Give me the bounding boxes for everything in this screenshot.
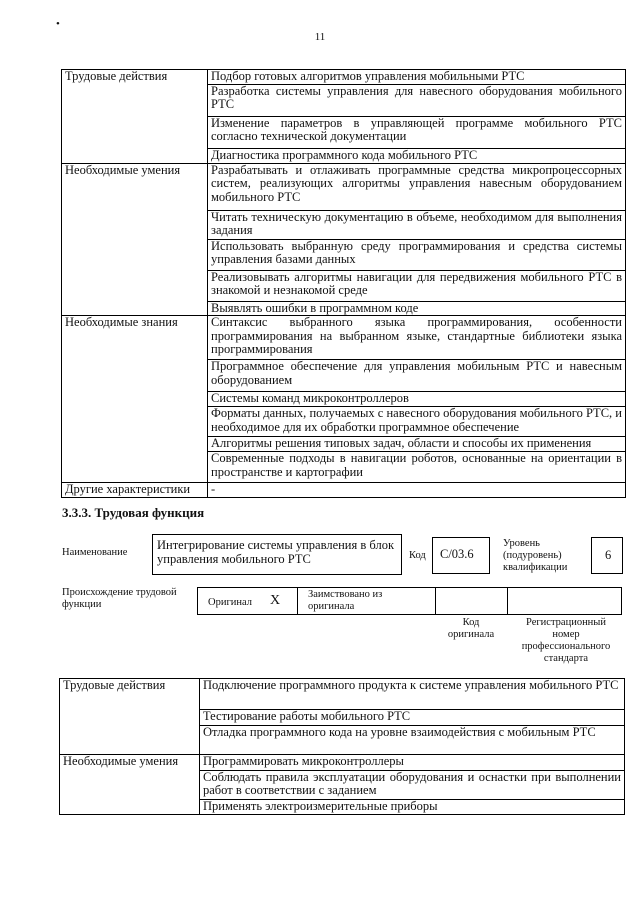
table-cell: Диагностика программного кода мобильного РТС	[208, 149, 626, 164]
group-label-labor-actions: Трудовые действия	[62, 70, 208, 164]
name-box	[152, 534, 402, 575]
table-cell: Программное обеспечение для управления мобильным РТС и навесным оборудованием	[208, 360, 626, 392]
table-cell: Современные подходы в навигации роботов, основанные на ориентации в пространстве и картографии	[208, 452, 626, 483]
table-cell: -	[208, 483, 626, 498]
table-cell: Отладка программного кода на уровне взаимодействия с мобильным РТС	[200, 726, 625, 755]
table-cell: Применять электроизмерительные приборы	[200, 800, 625, 815]
table-row	[60, 755, 625, 771]
table-cell: Читать техническую документацию в объеме, необходимом для выполнения задания	[208, 211, 626, 240]
divider	[297, 588, 298, 614]
group-label-other: Другие характеристики	[62, 483, 208, 498]
table-row	[62, 316, 626, 360]
level-label: Уровень (подуровень) квалификации	[503, 538, 568, 573]
table-cell: Подбор готовых алгоритмов управления мобильными РТС	[208, 70, 626, 85]
table-cell: Тестирование работы мобильного РТС	[200, 710, 625, 726]
table-cell: Использовать выбранную среду программирования и средства системы управления базами данных	[208, 240, 626, 271]
code-box	[432, 537, 490, 574]
table-cell: Реализовывать алгоритмы навигации для передвижения мобильного РТС в знакомой и незнакомой среде	[208, 271, 626, 302]
divider	[507, 588, 508, 614]
table-cell: Подключение программного продукта к системе управления мобильного РТС	[200, 679, 625, 710]
origin-box	[197, 587, 622, 615]
level-box	[591, 537, 623, 574]
original-mark: X	[270, 593, 281, 608]
table-cell: Выявлять ошибки в программном коде	[208, 302, 626, 316]
group-label-knowledge: Необходимые знания	[62, 316, 208, 483]
code-value: С/03.6	[440, 547, 474, 561]
name-value: Интегрирование системы управления в блок управления мобильного РТС	[157, 538, 395, 566]
origin-label: Происхождение трудовой функции	[62, 587, 177, 610]
table-cell: Соблюдать правила эксплуатации оборудования и оснастки при выполнении работ в соответствии с заданием	[200, 771, 625, 800]
section-title: 3.3.3. Трудовая функция	[62, 505, 205, 520]
page-number: 11	[314, 31, 326, 43]
reg-number-caption: Регистрационный номер профессионального стандарта	[521, 617, 611, 664]
divider	[435, 588, 436, 614]
code-label: Код	[409, 550, 426, 561]
requirements-table-1	[61, 69, 626, 498]
table-cell: Синтаксис выбранного языка программирования, особенности программирования на выбранном языке, стандартные библиотеки языка программирования	[208, 316, 626, 360]
group-label-skills: Необходимые умения	[62, 164, 208, 316]
group-label-skills: Необходимые умения	[60, 755, 200, 815]
table-cell: Разрабатывать и отлаживать программные средства микропроцессорных систем, реализующих алгоритмы управления навесным оборудованием мобильного РТС	[208, 164, 626, 211]
table-row	[62, 70, 626, 85]
level-value: 6	[605, 548, 612, 562]
table-cell: Форматы данных, получаемых с навесного оборудования мобильного РТС, и необходимое для их обработки программное обеспечение	[208, 407, 626, 437]
table-row	[60, 679, 625, 710]
table-cell: Алгоритмы решения типовых задач, области и способы их применения	[208, 437, 626, 452]
code-original-caption: Код оригинала	[447, 617, 495, 640]
table-cell: Разработка системы управления для навесного оборудования мобильного РТС	[208, 85, 626, 117]
group-label-labor-actions: Трудовые действия	[60, 679, 200, 755]
borrowed-label: Заимствовано из оригинала	[308, 589, 383, 612]
page-mark: •	[56, 18, 60, 30]
table-cell: Системы команд микроконтроллеров	[208, 392, 626, 407]
name-label: Наименование	[62, 547, 128, 558]
requirements-table-2	[59, 678, 625, 815]
table-row	[62, 164, 626, 211]
table-cell: Программировать микроконтроллеры	[200, 755, 625, 771]
table-row	[62, 483, 626, 498]
original-label: Оригинал	[208, 597, 252, 608]
table-cell: Изменение параметров в управляющей программе мобильного РТС согласно технической документации	[208, 117, 626, 149]
